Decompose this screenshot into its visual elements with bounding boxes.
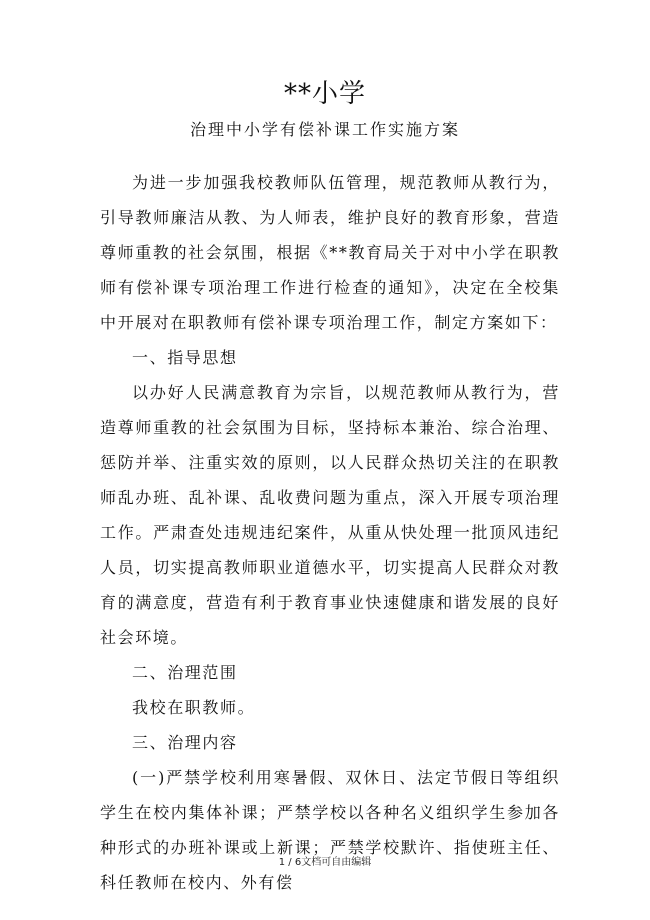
section-heading-guiding-ideology: 一、指导思想 [132, 348, 238, 367]
guiding-ideology-paragraph: 以办好人民满意教育为宗旨，以规范教师从教行为，营造尊师重教的社会氛围为目标，坚持标本兼治、综合治理、惩防并举、注重实效的原则，以人民群众热切关注的在职教师乱办班、乱补课、乱收费问题为重点，深入开展专项治理工作。严肃查处违规违纪案件，从重从快处理一批顶风违纪人员，切实提高教师职业道德水平，切实提高人民群众对教育的满意度，营造有利于教育事业快速健康和谐发展的良好社会环境。 [100, 383, 560, 647]
section-heading-scope: 二、治理范围 [132, 663, 238, 682]
section-heading-content: 三、治理内容 [132, 733, 238, 752]
document-body [100, 165, 560, 900]
document-title: **小学 [283, 79, 366, 109]
intro-paragraph: 为进一步加强我校教师队伍管理，规范教师从教行为，引导教师廉洁从教、为人师表，维护良好的教育形象，营造尊师重教的社会氛围，根据《**教育局关于对中小学在职教师有偿补课专项治理工作进行检查的通知》，决定在全校集中开展对在职教师有偿补课专项治理工作，制定方案如下： [100, 173, 560, 332]
document-subtitle: 治理中小学有偿补课工作实施方案 [189, 120, 460, 139]
page-footer: 1 / 6文档可自由编辑 [278, 857, 372, 868]
scope-paragraph: 我校在职教师。 [132, 698, 256, 717]
content-item-1-paragraph: (一)严禁学校利用寒暑假、双休日、法定节假日等组织学生在校内集体补课；严禁学校以各种名义组织学生参加各种形式的办班补课或上新课；严禁学校默许、指使班主任、科任教师在校内、外有偿 [100, 768, 560, 892]
